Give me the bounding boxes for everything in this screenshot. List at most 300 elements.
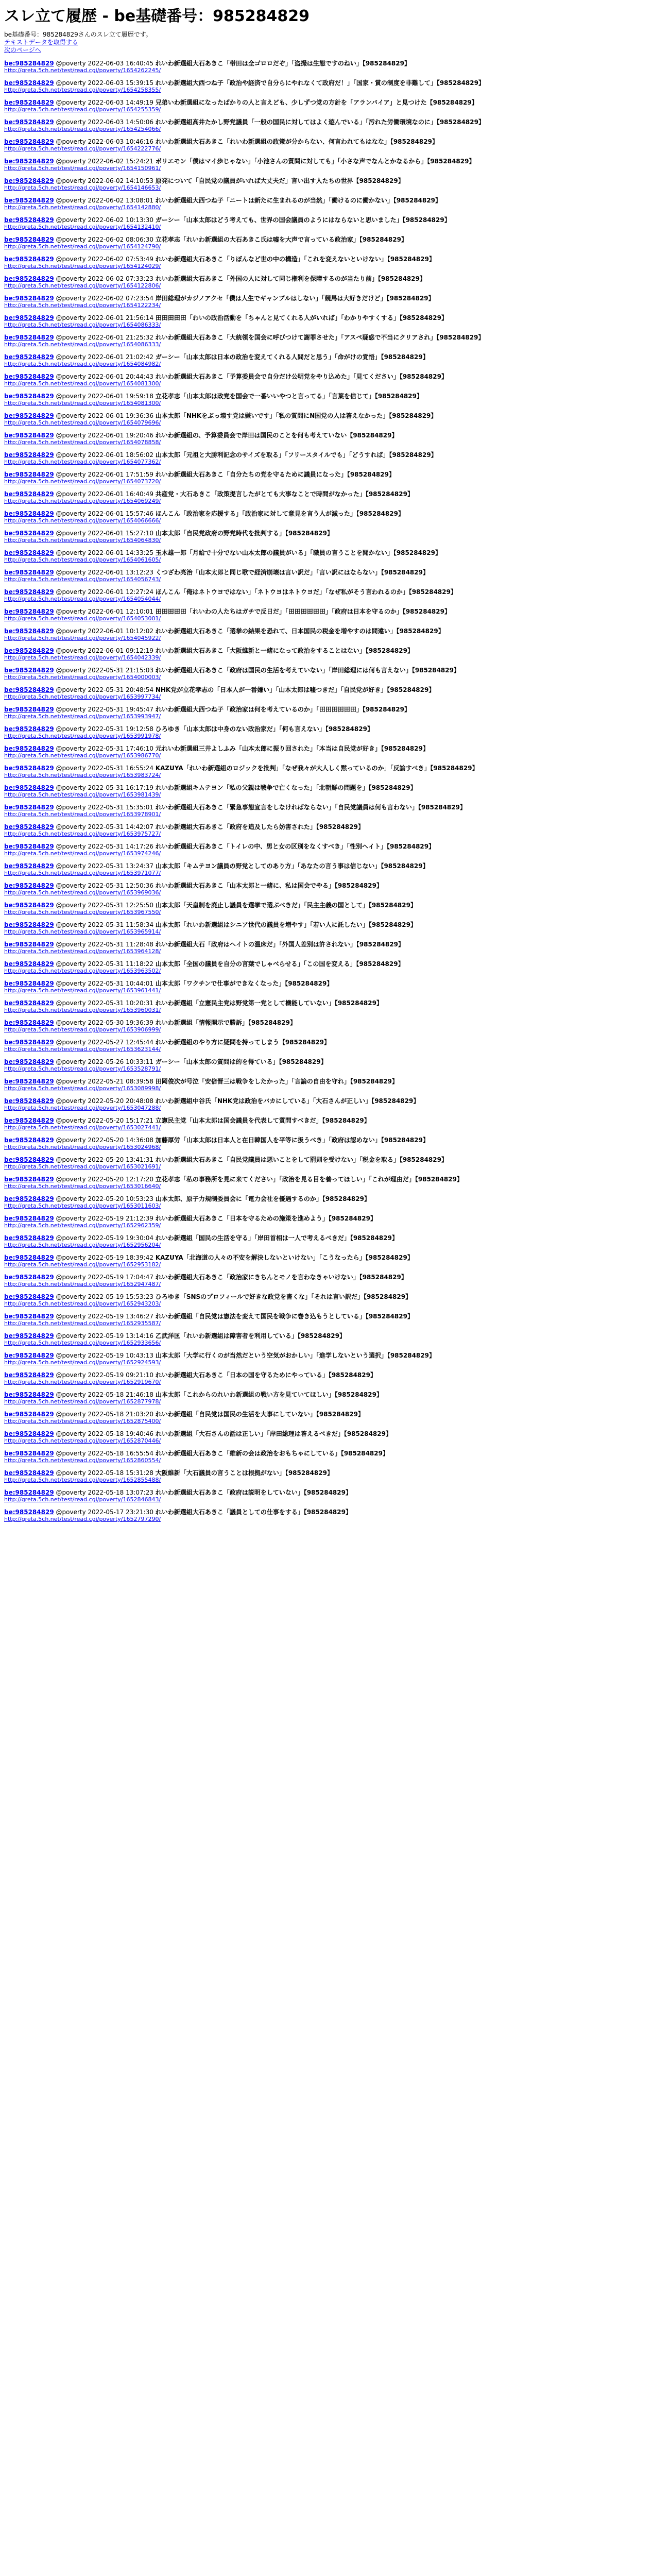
poster-id-link[interactable]: be:985284829 [4,1097,54,1105]
poster-id-link[interactable]: be:985284829 [4,1293,54,1300]
thread-title: れいわ新選組大石あきこ「緊急事態宣言をしなければならない」「自民党議員は何も言わない」【985284829】 [155,804,466,811]
thread-url-link[interactable]: http://greta.5ch.net/test/read.cgi/poverty/1654222776/ [4,145,161,152]
entry-header [4,1470,649,1477]
poster-name: @poverty [56,334,86,341]
poster-name: @poverty [56,1019,86,1026]
thread-url-link[interactable]: http://greta.5ch.net/test/read.cgi/poverty/1654254066/ [4,126,161,132]
poster-id-link[interactable]: be:985284829 [4,1489,54,1496]
post-time: 2022-05-31 12:25:50 [88,902,153,909]
thread-url-link[interactable]: http://greta.5ch.net/test/read.cgi/poverty/1653974246/ [4,850,161,857]
poster-id-link[interactable]: be:985284829 [4,373,54,380]
poster-name: @poverty [56,1176,86,1183]
thread-title: ガーシー「山本太郎は日本の政治を変えてくれる人間だと思う」「命がけの覚悟」【985284829】 [155,353,429,361]
poster-name: @poverty [56,432,86,439]
thread-url-link[interactable]: http://greta.5ch.net/test/read.cgi/poverty/1653047288/ [4,1105,161,1111]
entry-header [4,158,649,165]
poster-id-link[interactable]: be:985284829 [4,1274,54,1281]
poster-id-link[interactable]: be:985284829 [4,1215,54,1222]
post-time: 2022-05-20 13:41:31 [88,1156,153,1163]
entry-header [4,452,649,459]
thread-url-link[interactable]: http://greta.5ch.net/test/read.cgi/poverty/1654081300/ [4,380,161,387]
thread-entry [4,1431,649,1444]
thread-url-link[interactable]: http://greta.5ch.net/test/read.cgi/poverty/1652947487/ [4,1281,161,1287]
poster-id-link[interactable]: be:985284829 [4,706,54,713]
poster-id-link[interactable]: be:985284829 [4,608,54,615]
thread-entry [4,824,649,837]
thread-url-link[interactable]: http://greta.5ch.net/test/read.cgi/poverty/1652875400/ [4,1418,161,1425]
thread-title: れいわ新選組「情報開示で勝訴」【985284829】 [155,1019,296,1026]
poster-name: @poverty [56,960,86,968]
poster-id-link[interactable]: be:985284829 [4,882,54,889]
poster-id-link[interactable]: be:985284829 [4,843,54,850]
text-data-link[interactable]: テキストデータを取得する [4,39,78,46]
poster-id-link[interactable]: be:985284829 [4,588,54,596]
thread-url-link[interactable]: http://greta.5ch.net/test/read.cgi/poverty/1653021691/ [4,1163,161,1170]
entry-header [4,1352,649,1359]
thread-url-link[interactable]: http://greta.5ch.net/test/read.cgi/poverty/1654124029/ [4,263,161,269]
thread-entry [4,393,649,406]
page-title: スレ立て履歴 - be基礎番号：985284829 [4,7,310,25]
poster-name: @poverty [56,980,86,987]
thread-title: れいわ新選組大石あきこ「議員としての仕事をする」【985284829】 [155,1509,352,1516]
poster-id-link[interactable]: be:985284829 [4,471,54,478]
thread-title: 加藤厚労「山本太郎は日本人と在日韓国人を平等に扱うべき」「政府は認めない」【985284829】 [155,1137,429,1144]
thread-entry [4,1176,649,1190]
entry-header [4,569,649,576]
entry-header [4,1000,649,1007]
thread-url-link[interactable]: http://greta.5ch.net/test/read.cgi/poverty/1654079696/ [4,419,161,426]
poster-name: @poverty [56,823,86,831]
thread-title: 大阪維新「大石議員の言うことは根拠がない」【985284829】 [155,1469,333,1477]
poster-id-link[interactable]: be:985284829 [4,1195,54,1202]
thread-entry [4,687,649,700]
thread-url-link[interactable]: http://greta.5ch.net/test/read.cgi/poverty/1652933656/ [4,1340,161,1346]
thread-title: れいわ新選組大石あきこ「大統領を国会に呼びつけて謝罪させた」「アスペ疑惑で不当にクリアされ」【985284829】 [155,334,485,341]
thread-entry [4,1274,649,1287]
thread-url-link[interactable]: http://greta.5ch.net/test/read.cgi/poverty/1654081300/ [4,400,161,406]
thread-entry [4,217,649,230]
thread-url-link[interactable]: http://greta.5ch.net/test/read.cgi/poverty/1653983724/ [4,772,161,778]
thread-url-link[interactable]: http://greta.5ch.net/test/read.cgi/poverty/1654122806/ [4,282,161,289]
thread-entry [4,432,649,446]
thread-url-link[interactable]: http://greta.5ch.net/test/read.cgi/poverty/1654078858/ [4,439,161,446]
thread-url-link[interactable]: http://greta.5ch.net/test/read.cgi/poverty/1653011603/ [4,1202,161,1209]
post-time: 2022-05-19 15:53:23 [88,1293,153,1300]
poster-id-link[interactable]: be:985284829 [4,177,54,184]
thread-url-link[interactable]: http://greta.5ch.net/test/read.cgi/poverty/1653967550/ [4,909,161,916]
poster-name: @poverty [56,1430,86,1437]
poster-id-link[interactable]: be:985284829 [4,628,54,635]
poster-id-link[interactable]: be:985284829 [4,99,54,106]
poster-id-link[interactable]: be:985284829 [4,353,54,361]
poster-name: @poverty [56,843,86,850]
poster-name: @poverty [56,1195,86,1202]
thread-title: 立花孝志「私の事務所を見に来てください」「政治を見る目を養ってほしい」「これが理由だ」【985284829】 [155,1176,463,1183]
poster-id-link[interactable]: be:985284829 [4,256,54,263]
poster-id-link[interactable]: be:985284829 [4,862,54,870]
thread-entry [4,295,649,309]
thread-title: れいわ新選組大石あきこ「トイレの中、男と女の区別をなくすべき」「性別ヘイト」【985284829】 [155,843,435,850]
poster-name: @poverty [56,138,86,145]
poster-id-link[interactable]: be:985284829 [4,118,54,126]
poster-id-link[interactable]: be:985284829 [4,667,54,674]
poster-id-link[interactable]: be:985284829 [4,334,54,341]
post-time: 2022-05-31 11:18:22 [88,960,153,968]
thread-entry [4,119,649,132]
thread-url-link[interactable]: http://greta.5ch.net/test/read.cgi/poverty/1653969036/ [4,889,161,896]
thread-url-link[interactable]: http://greta.5ch.net/test/read.cgi/poverty/1654066666/ [4,517,161,524]
entry-header [4,765,649,772]
thread-entry [4,1372,649,1385]
thread-url-link[interactable]: http://greta.5ch.net/test/read.cgi/poverty/1654122234/ [4,302,161,309]
poster-id-link[interactable]: be:985284829 [4,432,54,439]
thread-entry [4,706,649,720]
poster-id-link[interactable]: be:985284829 [4,216,54,224]
thread-url-link[interactable]: http://greta.5ch.net/test/read.cgi/poverty/1654262245/ [4,67,161,74]
thread-title: 原発について「自民党の議員がいれば大丈夫だ」言い出す人たちの世界【985284829】 [155,177,404,184]
thread-url-link[interactable]: http://greta.5ch.net/test/read.cgi/poverty/1653981439/ [4,791,161,798]
entry-header [4,256,649,263]
thread-url-link[interactable]: http://greta.5ch.net/test/read.cgi/poverty/1652919670/ [4,1379,161,1385]
entry-header [4,178,649,184]
poster-name: @poverty [56,588,86,596]
poster-id-link[interactable]: be:985284829 [4,1039,54,1046]
thread-entry [4,1411,649,1425]
poster-id-link[interactable]: be:985284829 [4,275,54,282]
poster-id-link[interactable]: be:985284829 [4,1450,54,1457]
thread-title: 元れいわ新選組三井よしふみ「山本太郎に振り回された」「本当は自民党が好き」【985284829】 [155,745,429,752]
thread-url-link[interactable]: http://greta.5ch.net/test/read.cgi/poverty/1653963502/ [4,968,161,974]
next-page-link[interactable]: 次のページへ [4,46,41,54]
poster-name: @poverty [56,647,86,654]
entry-header [4,1450,649,1457]
thread-title: ひろゆき「山本太郎は中身のない政治家だ」「何も言えない」【985284829】 [155,725,373,733]
thread-url-link[interactable]: http://greta.5ch.net/test/read.cgi/poverty/1652846843/ [4,1496,161,1503]
entry-header [4,139,649,145]
thread-entry [4,980,649,994]
post-time: 2022-05-20 12:17:20 [88,1176,153,1183]
poster-name: @poverty [56,941,86,948]
poster-name: @poverty [56,490,86,498]
poster-id-link[interactable]: be:985284829 [4,647,54,654]
poster-name: @poverty [56,1215,86,1222]
thread-url-link[interactable]: http://greta.5ch.net/test/read.cgi/poverty/1653964128/ [4,948,161,955]
thread-title: 立花孝志「山本太郎は政党を国会で一番いいやつと言ってる」「言葉を信じて」【985284829】 [155,393,423,400]
thread-url-link[interactable]: http://greta.5ch.net/test/read.cgi/poverty/1652943203/ [4,1300,161,1307]
thread-url-link[interactable]: http://greta.5ch.net/test/read.cgi/poverty/1653993947/ [4,713,161,720]
thread-title: れいわ新選組大石あきこ「政府は国民の生活を考えていない」「岸田総理には何も言えない」【985284829】 [155,667,460,674]
thread-url-link[interactable]: http://greta.5ch.net/test/read.cgi/poverty/1654142880/ [4,204,161,211]
thread-url-link[interactable]: http://greta.5ch.net/test/read.cgi/poverty/1652877978/ [4,1398,161,1405]
thread-title: KAZUYA「北海道の人々の不安を解決しないといけない」「こうなったら」【985284829】 [155,1254,414,1261]
thread-title: 山本太郎「元祖と大勝利記念のサイズを取る」「フリースタイルでも」「どうすれば」【985284829】 [155,451,437,459]
thread-title: ボリエモン「僕はマイ歩じゃない」「小池さんの質問に対しても」「小さな声でなんとかなるから」【985284829】 [155,158,475,165]
intro-text: be基礎番号：985284829さんのスレ立て履歴です。 [4,31,152,38]
post-time: 2022-06-01 18:56:02 [88,451,153,459]
thread-url-link[interactable]: http://greta.5ch.net/test/read.cgi/poverty/1654073720/ [4,478,161,485]
thread-url-link[interactable]: http://greta.5ch.net/test/read.cgi/poverty/1652870446/ [4,1437,161,1444]
entry-header [4,315,649,321]
post-time: 2022-05-31 19:45:47 [88,706,153,713]
thread-entry [4,452,649,465]
poster-id-link[interactable]: be:985284829 [4,530,54,537]
poster-id-link[interactable]: be:985284829 [4,1391,54,1398]
poster-id-link[interactable]: be:985284829 [4,960,54,968]
thread-url-link[interactable]: http://greta.5ch.net/test/read.cgi/poverty/1654000003/ [4,674,161,681]
poster-id-link[interactable]: be:985284829 [4,686,54,693]
poster-id-link[interactable]: be:985284829 [4,158,54,165]
entry-header [4,961,649,968]
post-time: 2022-05-31 10:20:31 [88,999,153,1007]
poster-name: @poverty [56,725,86,733]
post-time: 2022-06-01 20:44:43 [88,373,153,380]
poster-id-link[interactable]: be:985284829 [4,1176,54,1183]
thread-entry [4,471,649,485]
entry-header [4,491,649,498]
thread-entry [4,1000,649,1013]
poster-name: @poverty [56,1097,86,1105]
thread-url-link[interactable]: http://greta.5ch.net/test/read.cgi/poverty/1654056743/ [4,576,161,583]
thread-entry [4,1313,649,1327]
thread-url-link[interactable]: http://greta.5ch.net/test/read.cgi/poverty/1653528791/ [4,1065,161,1072]
thread-url-link[interactable]: http://greta.5ch.net/test/read.cgi/poverty/1653997734/ [4,693,161,700]
thread-url-link[interactable]: http://greta.5ch.net/test/read.cgi/poverty/1652962359/ [4,1222,161,1229]
poster-name: @poverty [56,921,86,928]
poster-id-link[interactable]: be:985284829 [4,1254,54,1261]
thread-entry [4,1117,649,1131]
poster-id-link[interactable]: be:985284829 [4,60,54,67]
thread-url-link[interactable]: http://greta.5ch.net/test/read.cgi/poverty/1653906999/ [4,1026,161,1033]
thread-entry [4,99,649,113]
thread-url-link[interactable]: http://greta.5ch.net/test/read.cgi/poverty/1654077362/ [4,459,161,465]
poster-name: @poverty [56,393,86,400]
thread-entry [4,1489,649,1503]
poster-name: @poverty [56,765,86,772]
thread-url-link[interactable]: http://greta.5ch.net/test/read.cgi/poverty/1653016640/ [4,1183,161,1190]
poster-id-link[interactable]: be:985284829 [4,784,54,791]
poster-id-link[interactable]: be:985284829 [4,314,54,321]
poster-id-link[interactable]: be:985284829 [4,921,54,928]
thread-entry [4,1333,649,1346]
thread-url-link[interactable]: http://greta.5ch.net/test/read.cgi/poverty/1654064830/ [4,537,161,544]
poster-name: @poverty [56,804,86,811]
thread-url-link[interactable]: http://greta.5ch.net/test/read.cgi/poverty/1654146653/ [4,184,161,191]
poster-id-link[interactable]: be:985284829 [4,725,54,733]
entry-header [4,550,649,556]
thread-url-link[interactable]: http://greta.5ch.net/test/read.cgi/poverty/1652953182/ [4,1261,161,1268]
post-time: 2022-06-03 16:40:45 [88,60,153,67]
thread-title: れいわ新選組大石あきこ「れいわ新選組の政策が分からない、何言われてもはなな」【985284829】 [155,138,438,145]
thread-entry [4,843,649,857]
poster-name: @poverty [56,177,86,184]
thread-url-link[interactable]: http://greta.5ch.net/test/read.cgi/poverty/1653975727/ [4,831,161,837]
thread-url-link[interactable]: http://greta.5ch.net/test/read.cgi/poverty/1653971077/ [4,870,161,876]
post-time: 2022-05-30 19:36:39 [88,1019,153,1026]
poster-id-link[interactable]: be:985284829 [4,1078,54,1085]
thread-title: NHK党が立花孝志の「日本人が一番嫌い」「山本太郎は嘘つきだ」「自民党が好き」【985284829】 [155,686,435,693]
thread-entry [4,139,649,152]
poster-id-link[interactable]: be:985284829 [4,1019,54,1026]
poster-name: @poverty [56,608,86,615]
thread-url-link[interactable]: http://greta.5ch.net/test/read.cgi/poverty/1654258355/ [4,87,161,93]
thread-url-link[interactable]: http://greta.5ch.net/test/read.cgi/poverty/1654086333/ [4,341,161,348]
poster-id-link[interactable]: be:985284829 [4,1313,54,1320]
thread-url-link[interactable]: http://greta.5ch.net/test/read.cgi/poverty/1653961441/ [4,987,161,994]
entry-header [4,1509,649,1516]
poster-id-link[interactable]: be:985284829 [4,79,54,87]
thread-title: れいわ新選組大石あきこ「予算委員会で自分だけ公明党をやり込めた」「見てください」【985284829】 [155,373,448,380]
thread-entry [4,256,649,269]
thread-url-link[interactable]: http://greta.5ch.net/test/read.cgi/poverty/1653623144/ [4,1046,161,1053]
thread-url-link[interactable]: http://greta.5ch.net/test/read.cgi/poverty/1654255359/ [4,106,161,113]
poster-id-link[interactable]: be:985284829 [4,1117,54,1124]
thread-title: 立花孝志「れいわ新選組の大石あきこ氏は嘘を大声で言っている政治家」【985284829】 [155,236,407,243]
thread-url-link[interactable]: http://greta.5ch.net/test/read.cgi/poverty/1654053001/ [4,615,161,622]
thread-title: れいわ新選組「自民党は国民の生活を大事にしていない」【985284829】 [155,1411,364,1418]
thread-url-link[interactable]: http://greta.5ch.net/test/read.cgi/poverty/1652855488/ [4,1477,161,1483]
poster-id-link[interactable]: be:985284829 [4,804,54,811]
poster-id-link[interactable]: be:985284829 [4,295,54,302]
poster-id-link[interactable]: be:985284829 [4,451,54,459]
poster-id-link[interactable]: be:985284829 [4,1058,54,1065]
thread-title: 共産党・大石あきこ「政策提言したがとても大事なことで時間がなかった」【985284829】 [155,490,414,498]
thread-entry [4,491,649,504]
thread-url-link[interactable]: http://greta.5ch.net/test/read.cgi/poverty/1654086333/ [4,321,161,328]
thread-title: れいわ新選組大石あきこ「りぼんなど世の中の構造」「これを変えないといけない」【985284829】 [155,256,435,263]
poster-id-link[interactable]: be:985284829 [4,902,54,909]
thread-title: れいわ新選組大石あきこ「政治家にきちんとモノを言わなきゃいけない」【985284829】 [155,1274,407,1281]
poster-id-link[interactable]: be:985284829 [4,1156,54,1163]
poster-id-link[interactable]: be:985284829 [4,197,54,204]
poster-name: @poverty [56,1254,86,1261]
thread-entry [4,374,649,387]
poster-id-link[interactable]: be:985284829 [4,236,54,243]
poster-id-link[interactable]: be:985284829 [4,510,54,517]
entry-header [4,883,649,889]
entry-header [4,824,649,831]
poster-name: @poverty [56,628,86,635]
thread-url-link[interactable]: http://greta.5ch.net/test/read.cgi/poverty/1654069249/ [4,498,161,504]
thread-entry [4,648,649,661]
poster-id-link[interactable]: be:985284829 [4,569,54,576]
thread-url-link[interactable]: http://greta.5ch.net/test/read.cgi/poverty/1654084982/ [4,361,161,367]
thread-url-link[interactable]: http://greta.5ch.net/test/read.cgi/poverty/1652797290/ [4,1516,161,1522]
poster-id-link[interactable]: be:985284829 [4,999,54,1007]
poster-name: @poverty [56,1332,86,1340]
thread-entry [4,315,649,328]
thread-entry [4,941,649,955]
thread-url-link[interactable]: http://greta.5ch.net/test/read.cgi/poverty/1652860554/ [4,1457,161,1464]
thread-url-link[interactable]: http://greta.5ch.net/test/read.cgi/poverty/1652956204/ [4,1242,161,1248]
thread-url-link[interactable]: http://greta.5ch.net/test/read.cgi/poverty/1653027441/ [4,1124,161,1131]
poster-id-link[interactable]: be:985284829 [4,1371,54,1379]
post-time: 2022-05-31 11:28:48 [88,941,153,948]
thread-title: れいわ新選組大西つね子「政治家は何を考えているのか」「田田田田田田」【985284829】 [155,706,410,713]
poster-id-link[interactable]: be:985284829 [4,1137,54,1144]
poster-id-link[interactable]: be:985284829 [4,1430,54,1437]
thread-url-link[interactable]: http://greta.5ch.net/test/read.cgi/poverty/1654124790/ [4,243,161,250]
poster-id-link[interactable]: be:985284829 [4,765,54,772]
poster-name: @poverty [56,1293,86,1300]
poster-id-link[interactable]: be:985284829 [4,941,54,948]
thread-title: 岸田総理がカジノアクセ「僕は人生でギャンブルはしない」「競馬は大好きだけど」【985284829】 [155,295,435,302]
thread-url-link[interactable]: http://greta.5ch.net/test/read.cgi/poverty/1654054044/ [4,596,161,602]
thread-url-link[interactable]: http://greta.5ch.net/test/read.cgi/poverty/1654150961/ [4,165,161,172]
poster-name: @poverty [56,158,86,165]
poster-id-link[interactable]: be:985284829 [4,1234,54,1242]
thread-url-link[interactable]: http://greta.5ch.net/test/read.cgi/poverty/1653986770/ [4,752,161,759]
thread-url-link[interactable]: http://greta.5ch.net/test/read.cgi/poverty/1653965914/ [4,928,161,935]
post-time: 2022-06-03 14:49:19 [88,99,153,106]
thread-title: ガーシー「山本太郎の質問は的を得ている」【985284829】 [155,1058,327,1065]
poster-name: @poverty [56,60,86,67]
poster-name: @poverty [56,686,86,693]
thread-title: れいわ新選組大石あきこ「政府を追及したら妨害された」【985284829】 [155,823,364,831]
post-time: 2022-05-31 19:12:58 [88,725,153,733]
thread-url-link[interactable]: http://greta.5ch.net/test/read.cgi/poverty/1654045922/ [4,635,161,641]
poster-id-link[interactable]: be:985284829 [4,1352,54,1359]
thread-url-link[interactable]: http://greta.5ch.net/test/read.cgi/poverty/1653991978/ [4,733,161,739]
post-time: 2022-06-01 19:20:46 [88,432,153,439]
poster-name: @poverty [56,314,86,321]
post-time: 2022-05-19 19:30:04 [88,1234,153,1242]
poster-id-link[interactable]: be:985284829 [4,745,54,752]
poster-id-link[interactable]: be:985284829 [4,393,54,400]
post-time: 2022-05-27 12:45:44 [88,1039,153,1046]
entry-header [4,1039,649,1046]
thread-url-link[interactable]: http://greta.5ch.net/test/read.cgi/poverty/1653024968/ [4,1144,161,1150]
poster-id-link[interactable]: be:985284829 [4,1469,54,1477]
post-time: 2022-06-01 21:02:42 [88,353,153,361]
thread-entry [4,608,649,622]
thread-title: ガーシー「山本太郎はどう考えても、世界の国会議員のようにはならないと思いました」【985284829】 [155,216,451,224]
poster-name: @poverty [56,1509,86,1516]
thread-url-link[interactable]: http://greta.5ch.net/test/read.cgi/poverty/1654042339/ [4,654,161,661]
entry-header [4,119,649,126]
entry-header [4,648,649,654]
poster-id-link[interactable]: be:985284829 [4,1509,54,1516]
thread-list [4,60,649,1522]
thread-url-link[interactable]: http://greta.5ch.net/test/read.cgi/poverty/1654061605/ [4,556,161,563]
thread-url-link[interactable]: http://greta.5ch.net/test/read.cgi/poverty/1653089998/ [4,1085,161,1092]
thread-entry [4,902,649,916]
poster-id-link[interactable]: be:985284829 [4,490,54,498]
thread-url-link[interactable]: http://greta.5ch.net/test/read.cgi/poverty/1652924593/ [4,1359,161,1366]
thread-title: 山本太郎「大学に行くのが当然だという空気がおかしい」「進学しないという選択」【985284829】 [155,1352,435,1359]
entry-header [4,60,649,67]
poster-id-link[interactable]: be:985284829 [4,412,54,419]
thread-url-link[interactable]: http://greta.5ch.net/test/read.cgi/poverty/1652935587/ [4,1320,161,1327]
poster-id-link[interactable]: be:985284829 [4,823,54,831]
poster-name: @poverty [56,118,86,126]
thread-url-link[interactable]: http://greta.5ch.net/test/read.cgi/poverty/1653978901/ [4,811,161,818]
post-time: 2022-05-31 10:44:01 [88,980,153,987]
poster-id-link[interactable]: be:985284829 [4,1411,54,1418]
post-time: 2022-06-01 15:57:46 [88,510,153,517]
entry-header [4,511,649,517]
thread-url-link[interactable]: http://greta.5ch.net/test/read.cgi/poverty/1653960031/ [4,1007,161,1013]
entry-header [4,1176,649,1183]
post-time: 2022-06-01 15:27:10 [88,530,153,537]
poster-id-link[interactable]: be:985284829 [4,549,54,556]
thread-url-link[interactable]: http://greta.5ch.net/test/read.cgi/poverty/1654132410/ [4,224,161,230]
poster-id-link[interactable]: be:985284829 [4,138,54,145]
poster-name: @poverty [56,99,86,106]
poster-id-link[interactable]: be:985284829 [4,980,54,987]
thread-title: れいわ新選組大西つね子「ニートは新たに生まれるのが当然」「働けるのに働かない」【985284829】 [155,197,441,204]
poster-id-link[interactable]: be:985284829 [4,1332,54,1340]
post-time: 2022-06-02 13:08:01 [88,197,153,204]
